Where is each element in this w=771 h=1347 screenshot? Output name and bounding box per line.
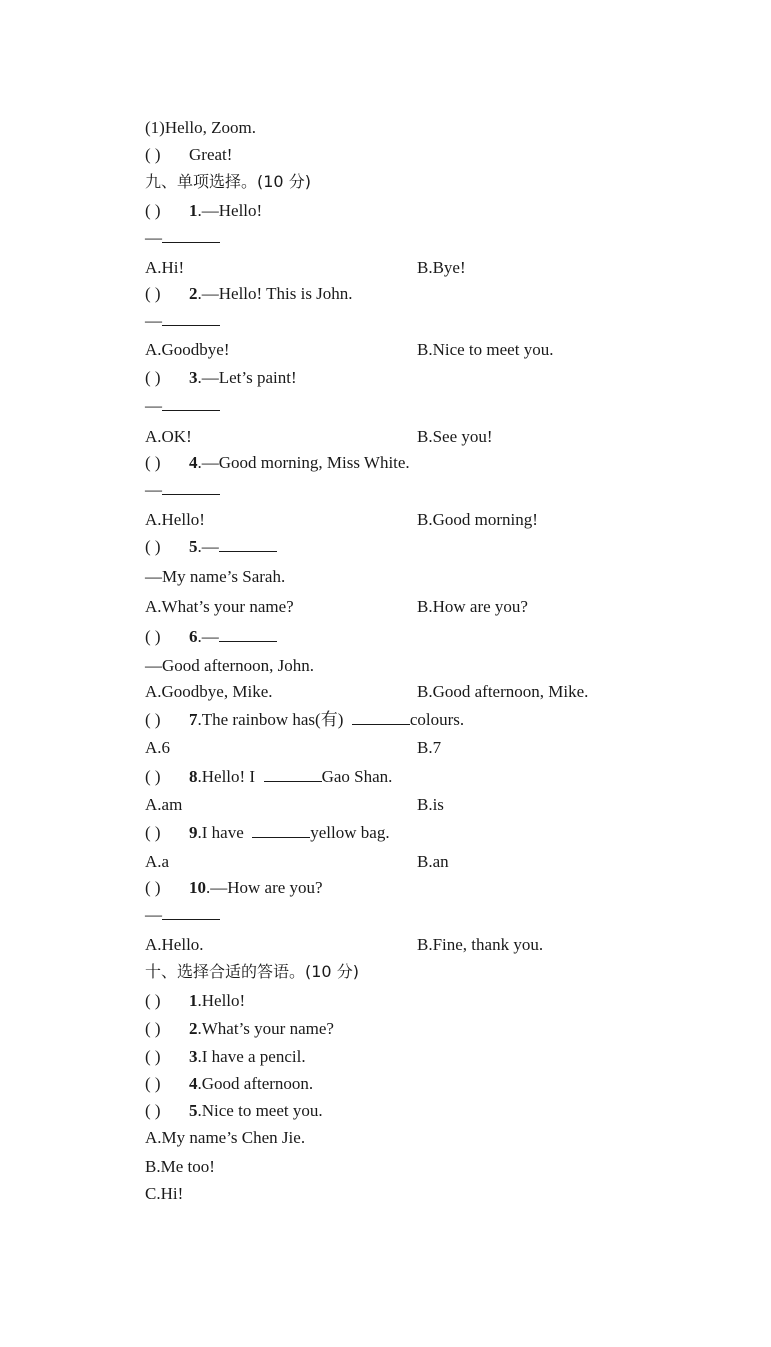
q9-4-response xyxy=(145,480,220,500)
q9-4-option-b: B.Good morning! xyxy=(417,510,538,529)
q9-7-option-b: B.7 xyxy=(417,738,442,757)
dash: — xyxy=(145,228,162,247)
section-9-title: 九、单项选择。(10 分) xyxy=(145,172,311,191)
q-number: 4 xyxy=(189,1074,198,1093)
q-stem-pre: .Hello! I xyxy=(197,767,256,786)
answer-paren: ( ) xyxy=(145,537,161,556)
q9-5-response: —My name’s Sarah. xyxy=(145,567,286,586)
q9-2-option-b: B.Nice to meet you. xyxy=(417,340,554,359)
answer-blank[interactable] xyxy=(219,537,277,552)
q9-2-response xyxy=(145,311,220,331)
q9-6-option-b: B.Good afternoon, Mike. xyxy=(417,682,589,701)
answer-paren: ( ) xyxy=(145,284,161,303)
answer-paren: ( ) xyxy=(145,1019,161,1038)
q10-1 xyxy=(145,991,245,1011)
q9-6 xyxy=(145,627,277,647)
q-stem: .— xyxy=(197,537,219,556)
q-number: 2 xyxy=(189,284,198,303)
q9-3-option-b: B.See you! xyxy=(417,427,493,446)
q-stem-pre: .The rainbow has(有) xyxy=(197,710,344,729)
q-stem: .— xyxy=(197,627,219,646)
q9-4 xyxy=(145,453,410,473)
q-number: 10 xyxy=(189,878,206,897)
q-stem-post: yellow bag. xyxy=(310,823,390,842)
q9-7-option-a: A.6 xyxy=(145,738,171,757)
answer-paren: ( ) xyxy=(145,368,161,387)
answer-blank[interactable] xyxy=(162,905,220,920)
q-number: 9 xyxy=(189,823,198,842)
q9-10-option-a: A.Hello. xyxy=(145,935,204,954)
q-stem: .—Hello! This is John. xyxy=(197,284,353,303)
q-text: .Nice to meet you. xyxy=(197,1101,323,1120)
q-stem: .—Hello! xyxy=(197,201,263,220)
q-text: .I have a pencil. xyxy=(197,1047,306,1066)
q-number: 1 xyxy=(189,201,198,220)
answer-blank[interactable] xyxy=(162,480,220,495)
dash: — xyxy=(145,396,162,415)
q9-1-response xyxy=(145,228,220,248)
q-text: .Hello! xyxy=(197,991,246,1010)
answer-paren: ( ) xyxy=(145,991,161,1010)
q-number: 4 xyxy=(189,453,198,472)
q9-9-option-b: B.an xyxy=(417,852,449,871)
answer-blank[interactable] xyxy=(264,767,322,782)
answer-paren: ( ) xyxy=(145,1101,161,1120)
answer-blank[interactable] xyxy=(219,627,277,642)
q-number: 1 xyxy=(189,991,198,1010)
q-stem-post: colours. xyxy=(409,710,465,729)
q9-8-option-a: A.am xyxy=(145,795,183,814)
q9-3-option-a: A.OK! xyxy=(145,427,192,446)
answer-paren: ( ) xyxy=(145,145,161,164)
q10-2 xyxy=(145,1019,334,1039)
q9-1 xyxy=(145,201,262,221)
answer-blank[interactable] xyxy=(162,396,220,411)
answer-option-a: A.My name’s Chen Jie. xyxy=(145,1128,306,1147)
q9-4-option-a: A.Hello! xyxy=(145,510,205,529)
q10-3 xyxy=(145,1047,306,1067)
dash: — xyxy=(145,905,162,924)
answer-blank[interactable] xyxy=(252,823,310,838)
q10-5 xyxy=(145,1101,323,1121)
q9-7 xyxy=(145,710,464,730)
dash: — xyxy=(145,311,162,330)
q-number: 3 xyxy=(189,368,198,387)
q9-1-option-a: A.Hi! xyxy=(145,258,185,277)
intro-line-2 xyxy=(145,145,232,165)
q9-9-option-a: A.a xyxy=(145,852,170,871)
q-number: 3 xyxy=(189,1047,198,1066)
q9-6-option-a: A.Goodbye, Mike. xyxy=(145,682,273,701)
answer-paren: ( ) xyxy=(145,1047,161,1066)
answer-paren: ( ) xyxy=(145,710,161,729)
answer-paren: ( ) xyxy=(145,767,161,786)
q-stem: .—How are you? xyxy=(206,878,323,897)
dash: — xyxy=(145,480,162,499)
intro-line-2-text: Great! xyxy=(189,145,233,164)
q-number: 5 xyxy=(189,537,198,556)
answer-paren: ( ) xyxy=(145,453,161,472)
q-number: 5 xyxy=(189,1101,198,1120)
q10-4 xyxy=(145,1074,313,1094)
q-number: 6 xyxy=(189,627,198,646)
answer-paren: ( ) xyxy=(145,1074,161,1093)
q9-10 xyxy=(145,878,323,898)
q-stem-pre: .I have xyxy=(197,823,244,842)
q-number: 2 xyxy=(189,1019,198,1038)
answer-paren: ( ) xyxy=(145,627,161,646)
section-10-title: 十、选择合适的答语。(10 分) xyxy=(145,962,359,981)
q9-2-option-a: A.Goodbye! xyxy=(145,340,230,359)
q-stem-post: Gao Shan. xyxy=(321,767,393,786)
q9-1-option-b: B.Bye! xyxy=(417,258,466,277)
q9-3 xyxy=(145,368,297,388)
answer-blank[interactable] xyxy=(162,228,220,243)
q-stem: .—Good morning, Miss White. xyxy=(197,453,410,472)
q9-3-response xyxy=(145,396,220,416)
q-stem: .—Let’s paint! xyxy=(197,368,297,387)
answer-option-c: C.Hi! xyxy=(145,1184,184,1203)
answer-blank[interactable] xyxy=(352,710,410,725)
answer-paren: ( ) xyxy=(145,878,161,897)
answer-paren: ( ) xyxy=(145,823,161,842)
q9-5 xyxy=(145,537,277,557)
q9-10-response xyxy=(145,905,220,925)
q9-5-option-b: B.How are you? xyxy=(417,597,528,616)
answer-paren: ( ) xyxy=(145,201,161,220)
q9-2 xyxy=(145,284,353,304)
q-text: .What’s your name? xyxy=(197,1019,334,1038)
intro-line-1: (1)Hello, Zoom. xyxy=(145,118,256,137)
answer-blank[interactable] xyxy=(162,311,220,326)
q9-10-option-b: B.Fine, thank you. xyxy=(417,935,544,954)
q-number: 7 xyxy=(189,710,198,729)
q9-5-option-a: A.What’s your name? xyxy=(145,597,294,616)
q9-8-option-b: B.is xyxy=(417,795,444,814)
q9-6-response: —Good afternoon, John. xyxy=(145,656,315,675)
q-text: .Good afternoon. xyxy=(197,1074,314,1093)
q9-8 xyxy=(145,767,392,787)
q-number: 8 xyxy=(189,767,198,786)
q9-9 xyxy=(145,823,390,843)
answer-option-b: B.Me too! xyxy=(145,1157,215,1176)
